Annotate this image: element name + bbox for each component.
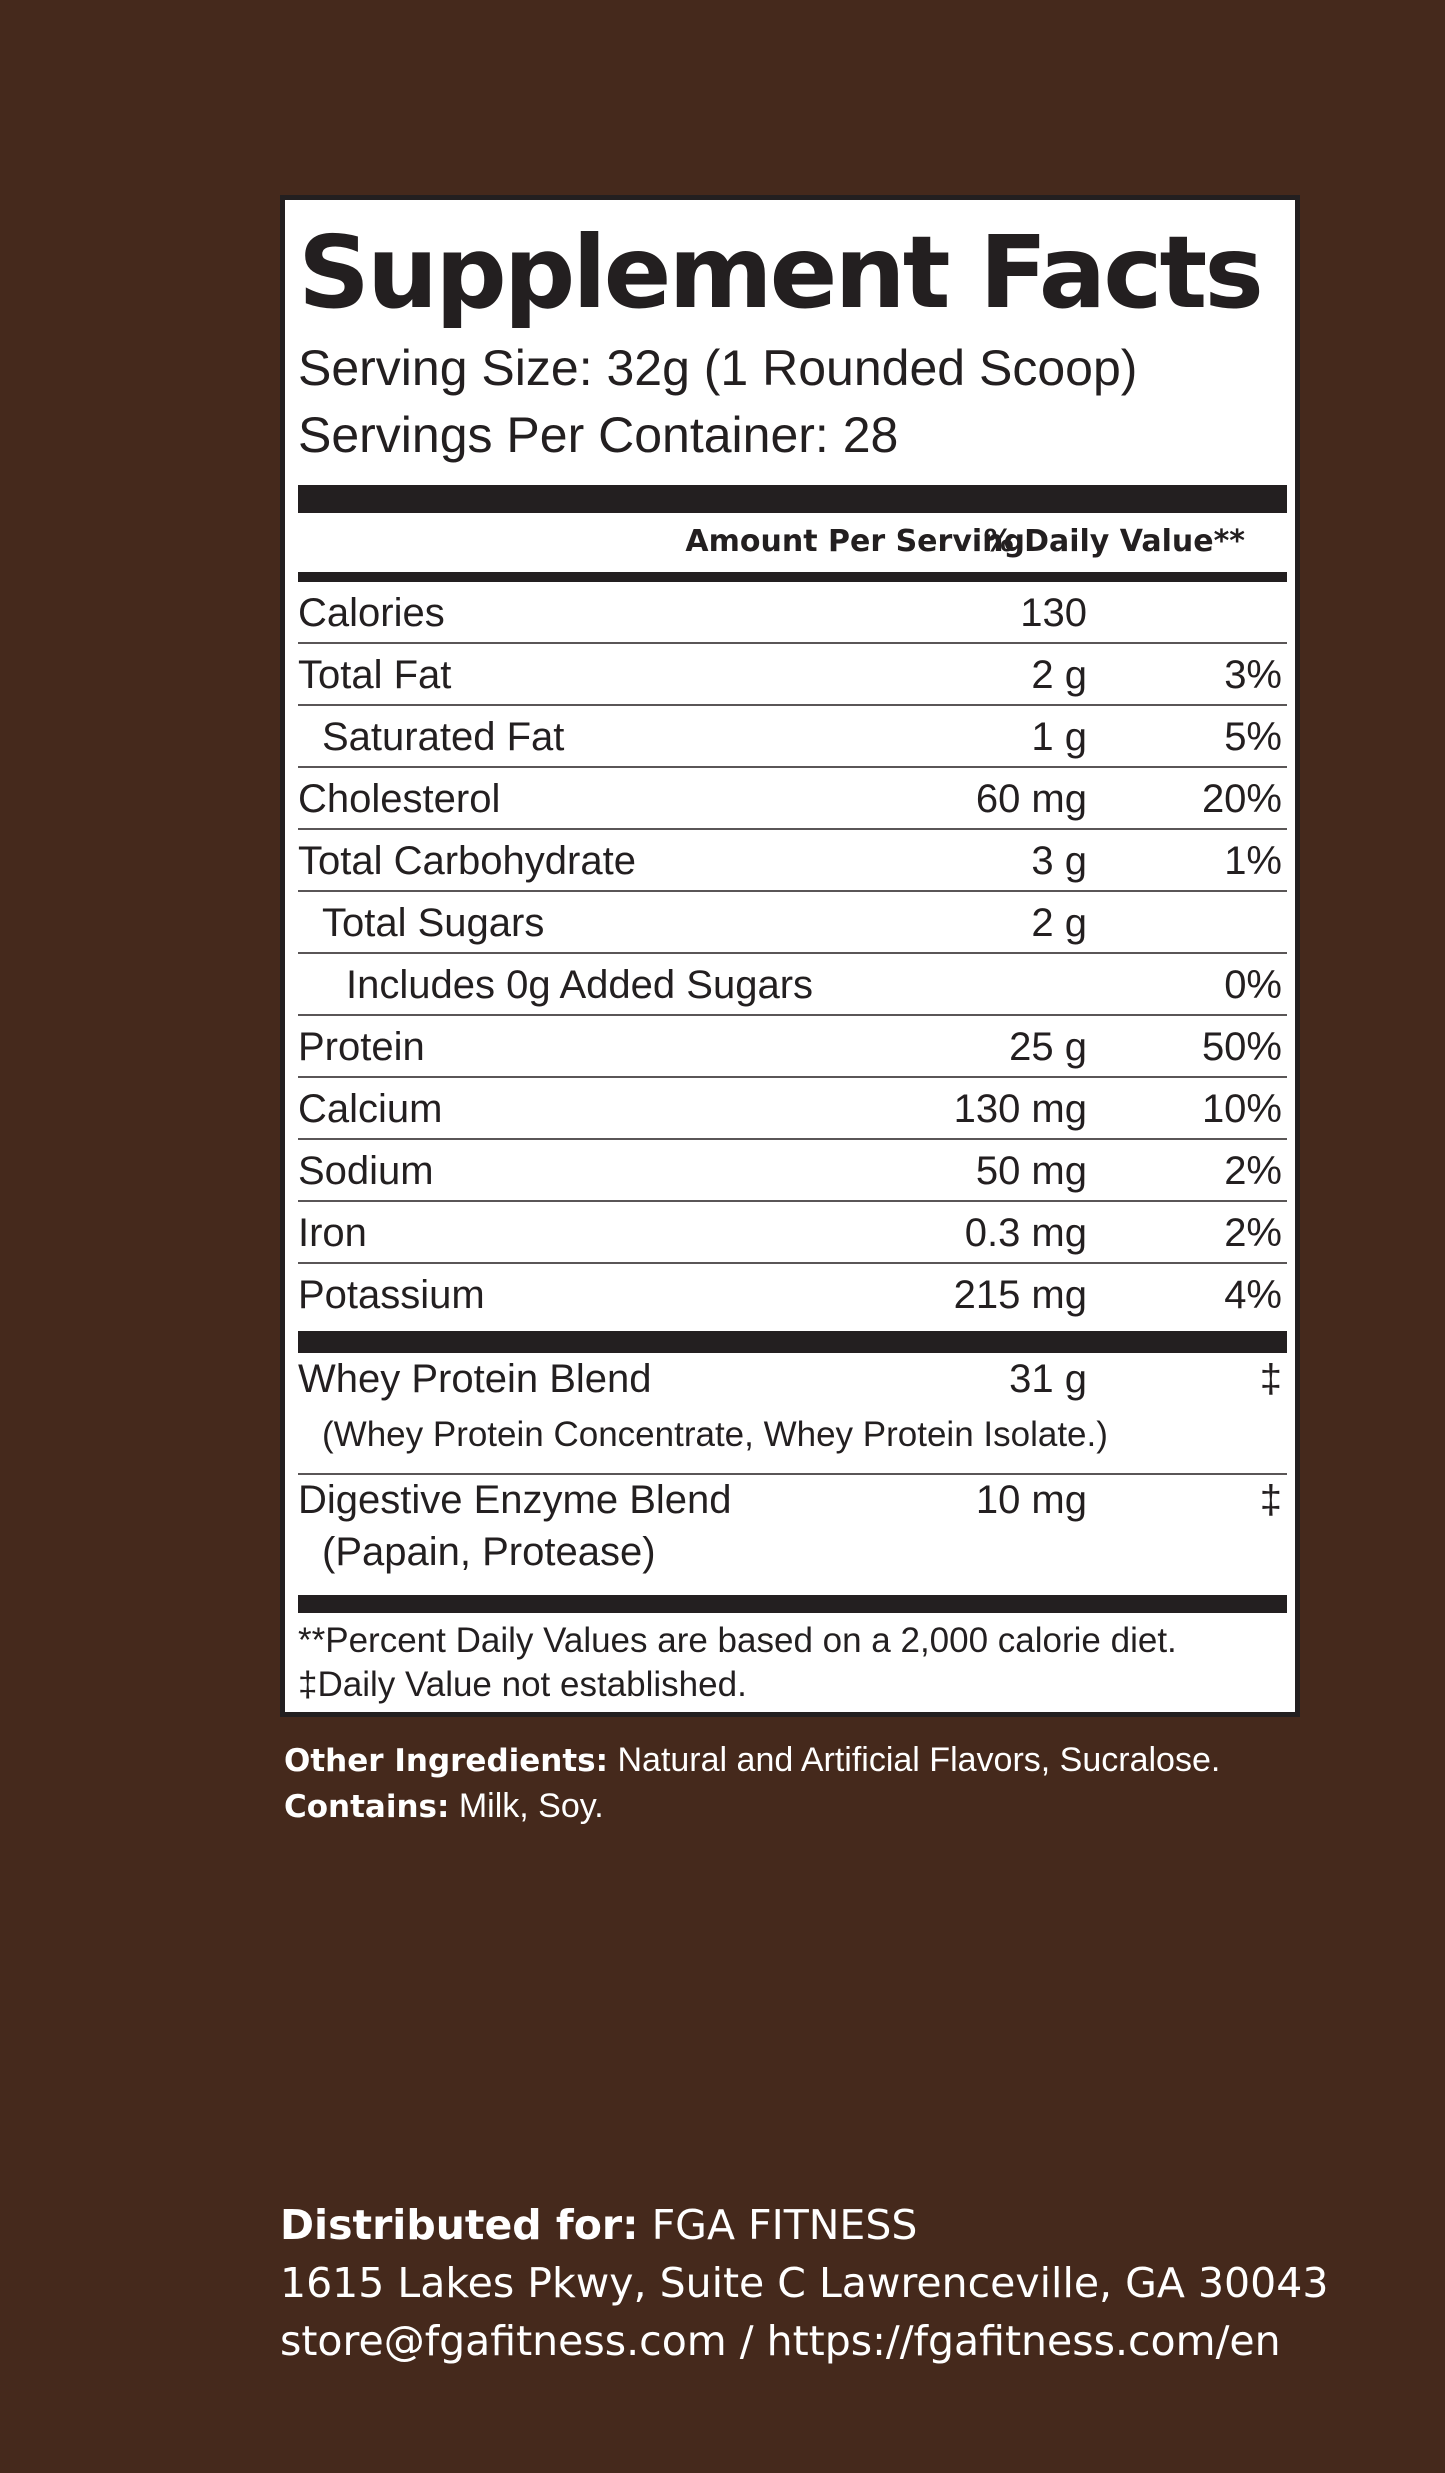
nutrient-name: Calories [298,591,445,635]
nutrient-name: Iron [298,1211,367,1255]
servings-per-container: Servings Per Container: 28 [298,407,899,463]
nutrient-daily-value: 20% [1201,777,1282,821]
nutrient-name: Saturated Fat [322,715,565,759]
blend-ingredients: (Whey Protein Concentrate, Whey Protein Isolate.) [322,1415,1108,1454]
nutrient-amount: 2 g [1031,901,1087,945]
footnote-divider-thick [298,1595,1287,1613]
nutrient-amount: 25 g [1009,1025,1087,1069]
column-header-divider [298,572,1287,582]
nutrient-row-total-sugars [298,892,1287,954]
nutrient-amount: 3 g [1031,839,1087,883]
blend-name: Digestive Enzyme Blend [298,1478,732,1522]
nutrient-row-potassium [298,1264,1287,1326]
panel-title: Supplement Facts [298,214,1261,331]
nutrient-amount: 130 [1020,591,1087,635]
nutrient-row-calories [298,582,1287,644]
blend-row-digestive-enzyme [298,1477,1287,1587]
nutrient-name: Total Fat [298,653,452,697]
column-header-daily-value: % Daily Value** [983,524,1245,559]
serving-size: Serving Size: 32g (1 Rounded Scoop) [298,340,1138,396]
nutrient-row-cholesterol [298,768,1287,830]
blend-row-whey-protein [298,1356,1287,1474]
blend-daily-value: ‡ [1259,1357,1282,1401]
nutrient-row-added-sugars [298,954,1287,1016]
supplement-facts-panel [280,195,1300,1717]
nutrient-row-iron [298,1202,1287,1264]
nutrient-amount: 0.3 mg [964,1211,1087,1255]
nutrient-daily-value: 2% [1224,1211,1282,1255]
distributor-name: FGA FITNESS [638,2201,918,2249]
blend-name: Whey Protein Blend [298,1357,652,1401]
nutrient-daily-value: 3% [1224,653,1282,697]
nutrient-name: Total Carbohydrate [298,839,636,883]
distributor-address: 1615 Lakes Pkwy, Suite C Lawrenceville, GA 30043 [280,2259,1329,2307]
nutrient-name: Potassium [298,1273,485,1317]
nutrient-name: Includes 0g Added Sugars [346,963,814,1007]
nutrient-amount: 50 mg [975,1149,1087,1193]
blend-separator [298,1473,1287,1475]
nutrient-name: Sodium [298,1149,434,1193]
blend-amount: 10 mg [975,1478,1087,1522]
other-ingredients [284,1737,1220,1784]
nutrient-amount: 215 mg [953,1273,1087,1317]
contains-value: Milk, Soy. [449,1787,604,1825]
nutrient-daily-value: 10% [1201,1087,1282,1131]
nutrient-name: Calcium [298,1087,443,1131]
distributor-label: Distributed for: [280,2201,639,2249]
header-divider-thick [298,485,1287,513]
nutrient-daily-value: 1% [1224,839,1282,883]
nutrient-amount: 60 mg [975,777,1087,821]
blend-daily-value: ‡ [1259,1478,1282,1522]
nutrient-row-sodium [298,1140,1287,1202]
nutrient-row-saturated-fat [298,706,1287,768]
nutrient-amount: 1 g [1031,715,1087,759]
blend-divider-thick [298,1331,1287,1353]
blend-amount: 31 g [1009,1357,1087,1401]
nutrient-name: Cholesterol [298,777,501,821]
nutrient-name: Total Sugars [322,901,545,945]
nutrient-row-total-fat [298,644,1287,706]
nutrient-row-calcium [298,1078,1287,1140]
nutrient-name: Protein [298,1025,425,1069]
nutrient-daily-value: 0% [1224,963,1282,1007]
nutrient-row-total-carbohydrate [298,830,1287,892]
nutrient-daily-value: 5% [1224,715,1282,759]
nutrient-daily-value: 50% [1201,1025,1282,1069]
distributor-contact: store@fgafitness.com / https://fgafitness.com/en [280,2317,1281,2365]
nutrient-amount: 130 mg [953,1087,1087,1131]
distributor-line [280,2196,917,2254]
contains-label: Contains: [284,1789,450,1825]
footnote-not-established: ‡Daily Value not established. [298,1665,747,1704]
other-ingredients-value: Natural and Artificial Flavors, Sucralose. [608,1741,1221,1779]
blend-ingredients: (Papain, Protease) [322,1530,656,1574]
footnote-daily-values: **Percent Daily Values are based on a 2,000 calorie diet. [298,1621,1177,1660]
other-ingredients-label: Other Ingredients: [284,1743,609,1779]
column-header-amount: Amount Per Serving [685,524,1025,559]
nutrient-daily-value: 4% [1224,1273,1282,1317]
nutrient-row-protein [298,1016,1287,1078]
nutrient-daily-value: 2% [1224,1149,1282,1193]
nutrient-amount: 2 g [1031,653,1087,697]
contains-allergens [284,1783,604,1830]
